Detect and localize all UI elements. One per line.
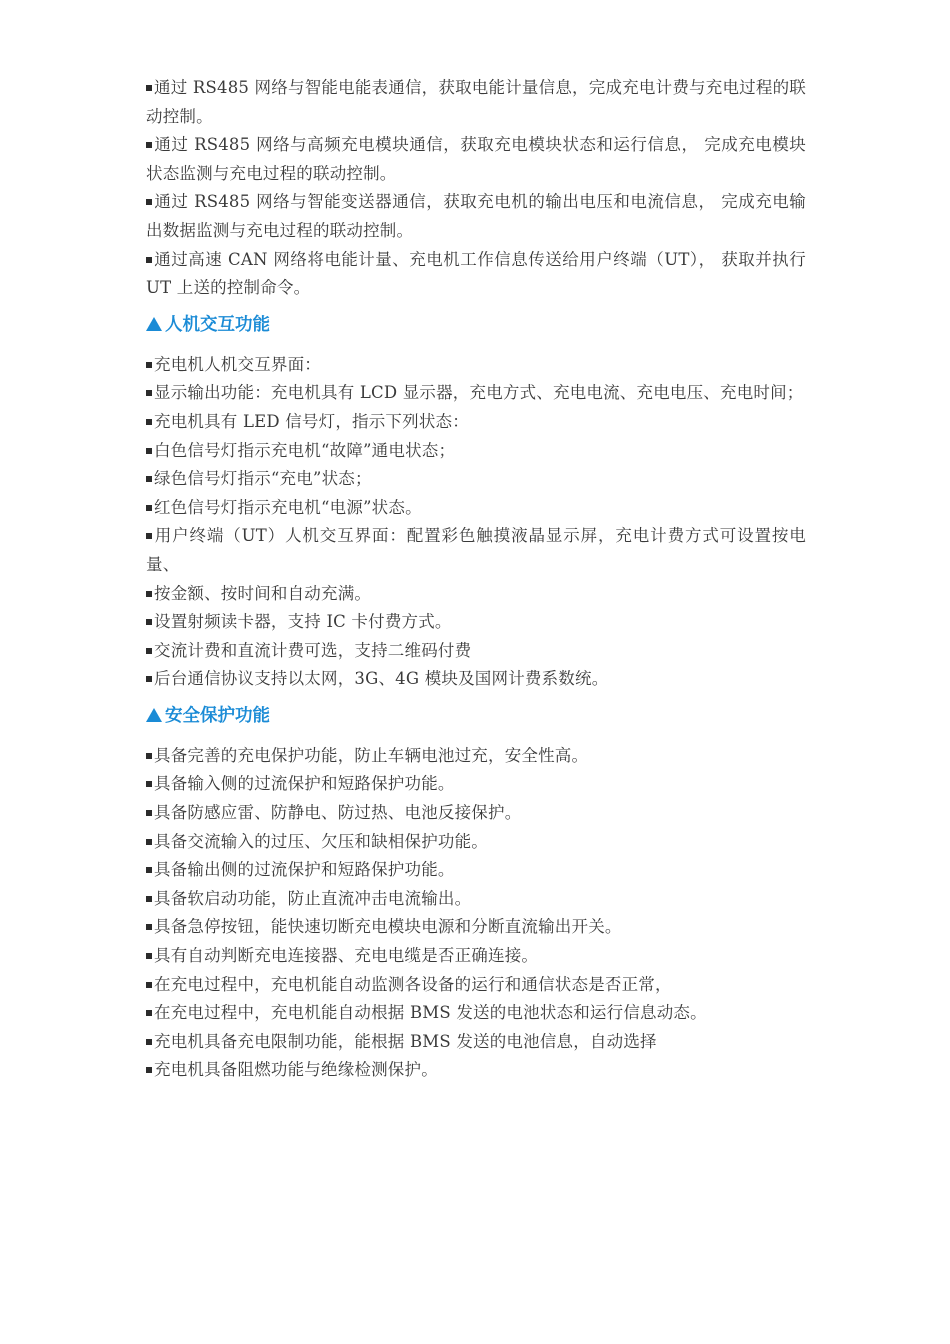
square-bullet-icon: [146, 476, 152, 482]
square-bullet-icon: [146, 619, 152, 625]
square-bullet-icon: [146, 591, 152, 597]
document-page: [146, 74, 806, 1085]
list-item: 充电机具有 LED 信号灯，指示下列状态：: [146, 408, 806, 437]
list-item: 具备输入侧的过流保护和短路保护功能。: [146, 770, 806, 799]
list-item: 具备输出侧的过流保护和短路保护功能。: [146, 856, 806, 885]
list-item: 通过高速 CAN 网络将电能计量、充电机工作信息传送给用户终端（UT）， 获取并执行 UT 上送的控制命令。: [146, 249, 806, 298]
square-bullet-icon: [146, 896, 152, 902]
square-bullet-icon: [146, 390, 152, 396]
square-bullet-icon: [146, 419, 152, 425]
square-bullet-icon: [146, 1039, 152, 1045]
list-item: 充电机具备阻燃功能与绝缘检测保护。: [146, 1056, 806, 1085]
section-heading: 人机交互功能: [146, 311, 806, 339]
square-bullet-icon: [146, 676, 152, 682]
square-bullet-icon: [146, 839, 152, 845]
list-item: 充电机人机交互界面：: [146, 351, 806, 380]
list-item: 充电机具备充电限制功能，能根据 BMS 发送的电池信息，自动选择: [146, 1028, 806, 1057]
square-bullet-icon: [146, 199, 152, 205]
list-item: 具备交流输入的过压、欠压和缺相保护功能。: [146, 828, 806, 857]
square-bullet-icon: [146, 648, 152, 654]
square-bullet-icon: [146, 924, 152, 930]
triangle-up-icon: [146, 708, 162, 722]
list-item: 在充电过程中，充电机能自动根据 BMS 发送的电池状态和运行信息动态。: [146, 999, 806, 1028]
list-item: 具备完善的充电保护功能，防止车辆电池过充，安全性高。: [146, 742, 806, 771]
list-item: 通过 RS485 网络与高频充电模块通信，获取充电模块状态和运行信息， 完成充电模块状态监测与充电过程的联动控制。: [146, 135, 806, 183]
square-bullet-icon: [146, 362, 152, 368]
square-bullet-icon: [146, 781, 152, 787]
square-bullet-icon: [146, 505, 152, 511]
square-bullet-icon: [146, 753, 152, 759]
list-item: 通过 RS485 网络与智能电能表通信，获取电能计量信息，完成充电计费与充电过程的联动控制。: [146, 78, 806, 126]
square-bullet-icon: [146, 85, 152, 91]
square-bullet-icon: [146, 448, 152, 454]
intro-list: [146, 74, 806, 303]
list-item: 显示输出功能：充电机具有 LCD 显示器，充电方式、充电电流、充电电压、充电时间；: [146, 379, 806, 408]
square-bullet-icon: [146, 1010, 152, 1016]
square-bullet-icon: [146, 1067, 152, 1073]
list-item: 按金额、按时间和自动充满。: [146, 580, 806, 609]
section-safety: [146, 702, 806, 1085]
square-bullet-icon: [146, 982, 152, 988]
triangle-up-icon: [146, 317, 162, 331]
square-bullet-icon: [146, 257, 152, 263]
section-hmi: [146, 311, 806, 694]
list-item: 具备急停按钮，能快速切断充电模块电源和分断直流输出开关。: [146, 913, 806, 942]
section-heading: 安全保护功能: [146, 702, 806, 730]
list-item: 交流计费和直流计费可选，支持二维码付费: [146, 637, 806, 666]
list-item: 用户终端（UT）人机交互界面：配置彩色触摸液晶显示屏，充电计费方式可设置按电量、: [146, 526, 806, 574]
list-item: 红色信号灯指示充电机“电源”状态。: [146, 494, 806, 523]
square-bullet-icon: [146, 867, 152, 873]
list-item: 绿色信号灯指示“充电”状态；: [146, 465, 806, 494]
list-item: 在充电过程中，充电机能自动监测各设备的运行和通信状态是否正常，: [146, 971, 806, 1000]
list-item: 设置射频读卡器，支持 IC 卡付费方式。: [146, 608, 806, 637]
square-bullet-icon: [146, 810, 152, 816]
list-item: 具备防感应雷、防静电、防过热、电池反接保护。: [146, 799, 806, 828]
square-bullet-icon: [146, 142, 152, 148]
square-bullet-icon: [146, 953, 152, 959]
list-item: 白色信号灯指示充电机“故障”通电状态；: [146, 437, 806, 466]
list-item: 具有自动判断充电连接器、充电电缆是否正确连接。: [146, 942, 806, 971]
square-bullet-icon: [146, 533, 152, 539]
list-item: 通过 RS485 网络与智能变送器通信，获取充电机的输出电压和电流信息， 完成充电输出数据监测与充电过程的联动控制。: [146, 192, 806, 240]
list-item: 后台通信协议支持以太网，3G、4G 模块及国网计费系数统。: [146, 665, 806, 694]
list-item: 具备软启动功能，防止直流冲击电流输出。: [146, 885, 806, 914]
